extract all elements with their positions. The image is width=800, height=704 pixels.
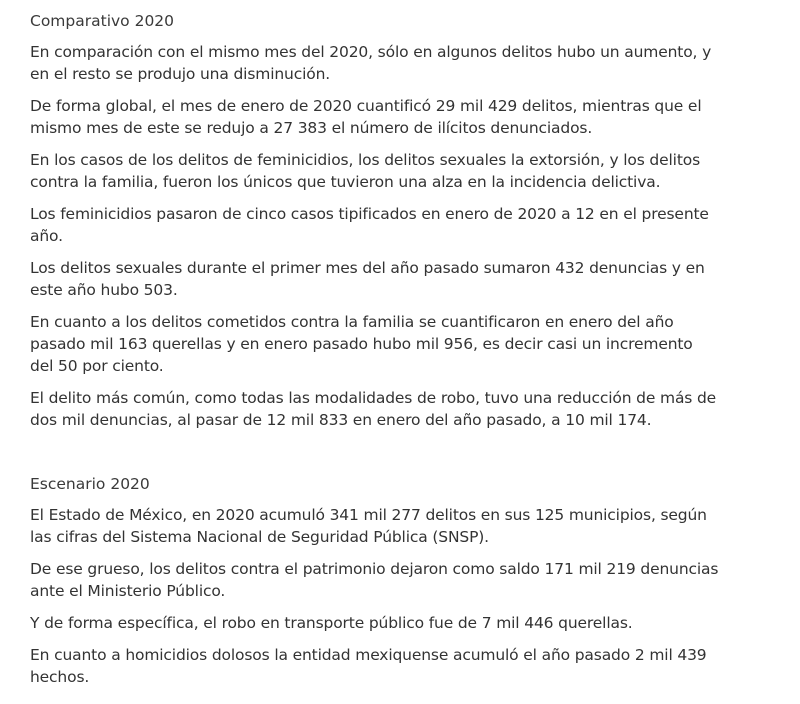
paragraph: De forma global, el mes de enero de 2020 cuantificó 29 mil 429 delitos, mientras que el mismo mes de este se redujo a 27 383 el número de ilícitos denunciados. (30, 97, 702, 137)
section-spacer (30, 441, 720, 473)
paragraph: El delito más común, como todas las modalidades de robo, tuvo una reducción de más de dos mil denuncias, al pasar de 12 mil 833 en enero del año pasado, a 10 mil 174. (30, 389, 717, 429)
section-heading: Comparativo 2020 (30, 12, 175, 30)
paragraph: Los feminicidios pasaron de cinco casos tipificados en enero de 2020 a 12 en el presente año. (30, 205, 709, 245)
paragraph: Y de forma específica, el robo en transporte público fue de 7 mil 446 querellas. (30, 614, 633, 632)
paragraph: Los delitos sexuales durante el primer mes del año pasado sumaron 432 denuncias y en este año hubo 503. (30, 259, 705, 299)
paragraph: El Estado de México, en 2020 acumuló 341 mil 277 delitos en sus 125 municipios, según las cifras del Sistema Nacional de Seguridad Pública (SNSP). (30, 506, 707, 546)
paragraph: En comparación con el mismo mes del 2020, sólo en algunos delitos hubo un aumento, y en el resto se produjo una disminución. (30, 43, 712, 83)
paragraph: En los casos de los delitos de feminicidios, los delitos sexuales la extorsión, y los delitos contra la familia, fueron los únicos que tuvieron una alza en la incidencia delictiva. (30, 151, 701, 191)
section-comparativo (30, 10, 720, 431)
paragraph: En cuanto a los delitos cometidos contra la familia se cuantificaron en enero del año pasado mil 163 querellas y en enero pasado hubo mil 956, es decir casi un incremento del 50 por ciento. (30, 313, 693, 375)
paragraph: De ese grueso, los delitos contra el patrimonio dejaron como saldo 171 mil 219 denuncias ante el Ministerio Público. (30, 560, 719, 600)
section-heading: Escenario 2020 (30, 475, 150, 493)
paragraph: En cuanto a homicidios dolosos la entidad mexiquense acumuló el año pasado 2 mil 439 hechos. (30, 646, 707, 686)
section-escenario (30, 473, 720, 688)
